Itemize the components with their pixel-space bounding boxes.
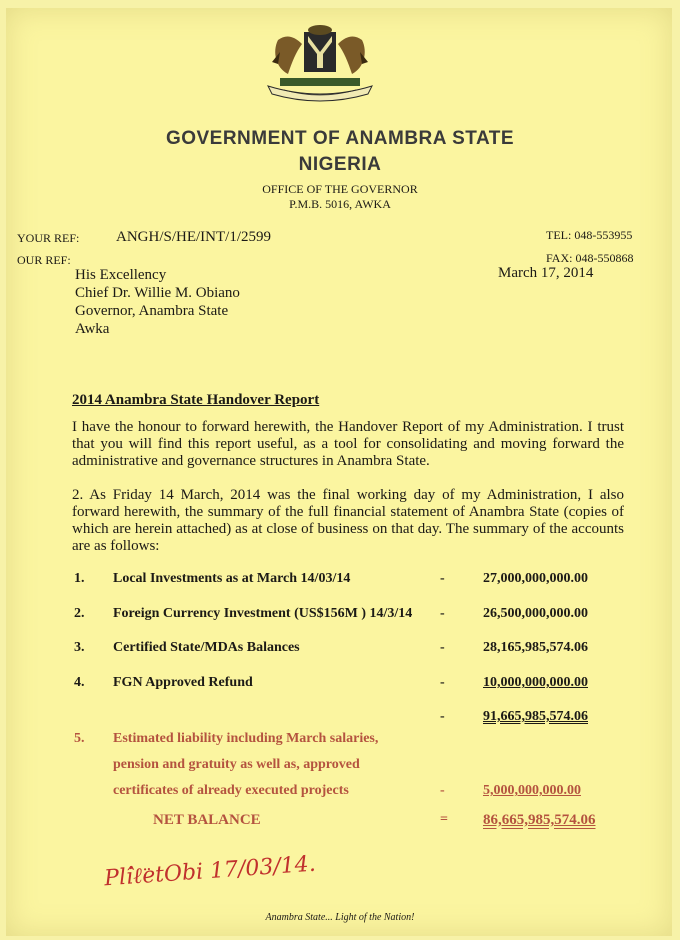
- item-4-number: 4.: [74, 675, 85, 690]
- government-title: GOVERNMENT OF ANAMBRA STATE: [165, 128, 515, 149]
- item-1-number: 1.: [74, 571, 85, 586]
- item-2-dash: -: [440, 606, 445, 621]
- item-5-amount: 5,000,000,000.00: [483, 783, 581, 798]
- recipient-line-1: His Excellency: [75, 267, 167, 283]
- item-2-amount: 26,500,000,000.00: [483, 606, 588, 621]
- paragraph-1: I have the honour to forward herewith, the Handover Report of my Administration. I trust that you will find this report useful, as a tool for consolidating and moving forward the administrative and governance structures in Anambra State.: [72, 419, 624, 469]
- subtotal-amount: 91,665,985,574.06: [483, 709, 588, 724]
- your-ref-value: ANGH/S/HE/INT/1/2599: [116, 229, 271, 245]
- item-5-line-2: pension and gratuity as well as, approved: [113, 757, 360, 772]
- item-1-amount: 27,000,000,000.00: [483, 571, 588, 586]
- paragraph-2: 2. As Friday 14 March, 2014 was the final working day of my Administration, I also forward herewith, the summary of the full financial statement of Anambra State (copies of which are herein attached) as at close of business on that day. The summary of the accounts are as follows:: [72, 487, 624, 554]
- country-title: NIGERIA: [298, 154, 382, 175]
- item-5-dash: -: [440, 783, 445, 798]
- recipient-line-3: Governor, Anambra State: [75, 303, 229, 319]
- net-balance-amount: 86,665,985,574.06: [483, 812, 596, 828]
- subject-heading: 2014 Anambra State Handover Report: [72, 392, 320, 408]
- item-4-amount: 10,000,000,000.00: [483, 675, 588, 690]
- handwritten-signature: Pli̇̂ℓ̈etObi 17/03/14.: [103, 851, 317, 892]
- item-1-dash: -: [440, 571, 445, 586]
- item-3-amount: 28,165,985,574.06: [483, 640, 588, 655]
- coat-of-arms-icon: [258, 22, 382, 104]
- subtotal-dash: -: [440, 709, 445, 724]
- our-ref-label: OUR REF:: [17, 253, 71, 267]
- item-4-label: FGN Approved Refund: [113, 675, 253, 690]
- letter-date: March 17, 2014: [498, 265, 594, 281]
- recipient-line-2: Chief Dr. Willie M. Obiano: [75, 285, 240, 301]
- recipient-line-4: Awka: [75, 321, 110, 337]
- fax-number: FAX: 048-550868: [546, 251, 634, 265]
- office-address: P.M.B. 5016, AWKA: [289, 197, 391, 211]
- footer-motto: Anambra State... Light of the Nation!: [265, 912, 415, 923]
- tel-number: TEL: 048-553955: [546, 228, 633, 242]
- your-ref-label: YOUR REF:: [17, 231, 80, 245]
- net-balance-label: NET BALANCE: [153, 812, 261, 828]
- item-3-dash: -: [440, 640, 445, 655]
- item-5-line-3: certificates of already executed projects: [113, 783, 349, 798]
- item-3-number: 3.: [74, 640, 85, 655]
- item-2-label: Foreign Currency Investment (US$156M ) 14/3/14: [113, 606, 413, 621]
- item-2-number: 2.: [74, 606, 85, 621]
- item-1-label: Local Investments as at March 14/03/14: [113, 571, 351, 586]
- item-4-dash: -: [440, 675, 445, 690]
- item-5-number: 5.: [74, 731, 85, 746]
- office-name: OFFICE OF THE GOVERNOR: [262, 182, 418, 196]
- item-3-label: Certified State/MDAs Balances: [113, 640, 300, 655]
- net-balance-equals: =: [440, 812, 448, 827]
- item-5-line-1: Estimated liability including March salaries,: [113, 731, 379, 746]
